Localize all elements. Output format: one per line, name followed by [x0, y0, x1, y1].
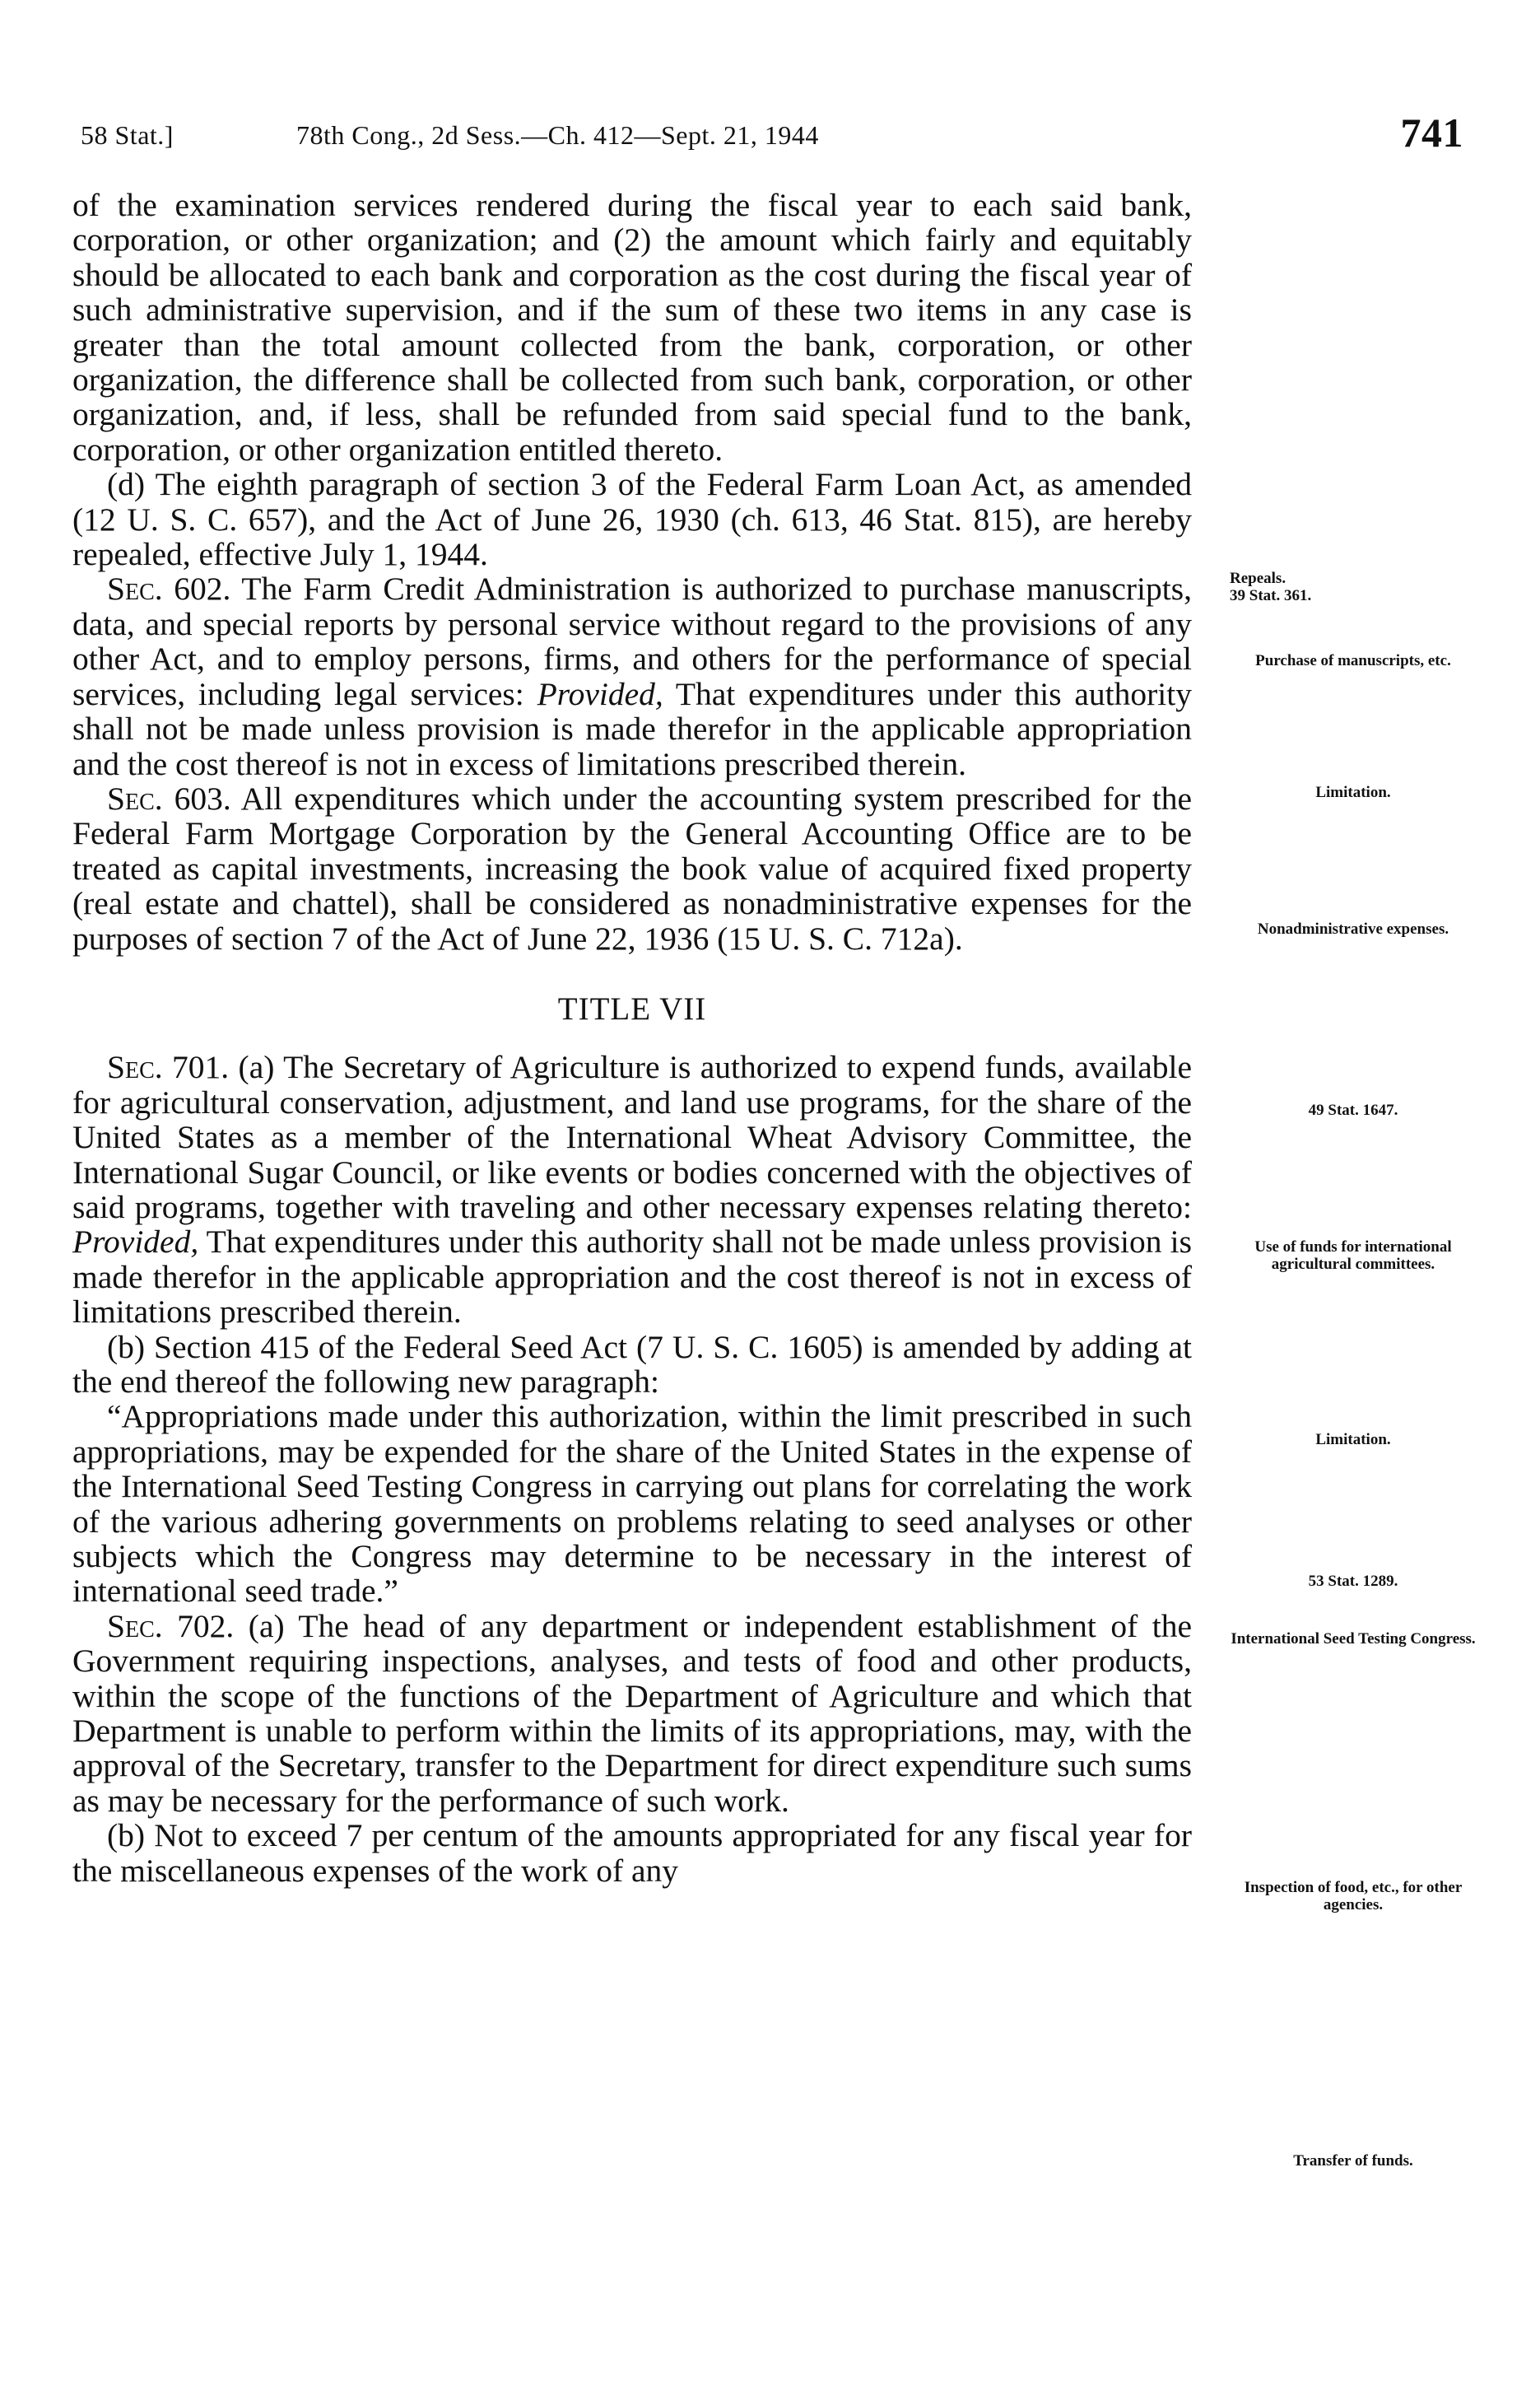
margin-note-49-stat: 49 Stat. 1647. [1308, 1102, 1398, 1119]
session-chapter-date: 78th Cong., 2d Sess.—Ch. 412—Sept. 21, 1944 [296, 120, 819, 150]
margin-note-purchase: Purchase of manuscripts, etc. [1255, 652, 1451, 669]
sec-603-text: 603. All expenditures which under the accounting system prescribed for the Federal Farm Mortgage Corporation by the General Accounting Office are to be treated as capital investments, increasing the book value of acquired fixed property (real estate and chattel), shall be considered as nonadministrative expenses for the purposes of section 7 of the Act of June 22, 1936 (15 U. S. C. 712a). [72, 780, 1192, 957]
paragraph-continuation: of the examination services rendered during the fiscal year to each said bank, corporation, or other organization; and (2) the amount which fairly and equitably should be allocated to each bank and corporation as the cost during the fiscal year of such administrative supervision, and if the sum of these two items in any case is greater than the total amount collected from the bank, corporation, or other organization, the difference shall be collected from such bank, corporation, or other organization, and, if less, shall be refunded from said special fund to the bank, corporation, or other organization entitled thereto. [72, 187, 1192, 468]
paragraph-quoted-amendment: “Appropriations made under this authorization, within the limit prescribed in such appropriations, may be expended for the share of the United States in the expense of the International Seed Testing Congress in carrying out plans for correlating the work of the various adhering governments on problems relating to seed analyses or other subjects which the Congress may determine to be necessary in the interest of international seed trade.” [72, 1398, 1192, 1610]
paragraph-sec-702a [72, 1609, 1192, 1818]
margin-note-limitation-2: Limitation. [1315, 1431, 1391, 1448]
page-header [81, 109, 1463, 166]
sec-label: Sec. [107, 1607, 163, 1644]
margin-note-use-of-funds: Use of funds for international agricultural committees. [1254, 1238, 1452, 1273]
paragraph-sec-602 [72, 571, 1192, 781]
margin-note-nonadministrative: Nonadministrative expenses. [1257, 921, 1449, 938]
paragraph-sec-603 [72, 781, 1192, 956]
margin-note-limitation-1: Limitation. [1315, 784, 1391, 801]
sec-label: Sec. [107, 1049, 163, 1086]
margin-note-repeals-citation: 39 Stat. 361. [1230, 587, 1312, 604]
margin-note-inspection: Inspection of food, etc., for other agencies. [1244, 1879, 1463, 1913]
sec-label: Sec. [107, 780, 163, 817]
paragraph-701b: (b) Section 415 of the Federal Seed Act (7 U. S. C. 1605) is amended by adding at the end thereof the following new paragraph: [72, 1328, 1192, 1400]
margin-note-transfer: Transfer of funds. [1293, 2152, 1413, 2170]
paragraph-sec-701a [72, 1050, 1192, 1329]
provided-italic: Provided, [72, 1223, 199, 1261]
main-text [72, 188, 1192, 1888]
sec-label: Sec. [107, 571, 163, 608]
sec-701a-text-a: 701. (a) The Secretary of Agriculture is authorized to expend funds, available for agricultural conservation, adjustment, and land use programs, for the share of the United States as a member of the International Wheat Advisory Committee, the International Sugar Council, or like events or bodies concerned with the objectives of said programs, together with traveling and other necessary expenses relating thereto: [72, 1049, 1192, 1225]
sec-602-text-a: 602. The Farm Credit Administration is authorized to purchase manuscripts, data, and special reports by personal service without regard to the provisions of any other Act, and to employ persons, firms, and others for the performance of special services, including legal services: [72, 571, 1192, 712]
sec-702a-text: 702. (a) The head of any department or independent establishment of the Government requiring inspections, analyses, and tests of food and other products, within the scope of the functions of the Department of Agriculture and which that Department is unable to perform within the limits of its appropriations, may, with the approval of the Secretary, transfer to the Department for direct expenditure such sums as may be necessary for the performance of such work. [72, 1607, 1192, 1819]
page-number: 741 [1400, 110, 1463, 156]
title-heading: TITLE VII [557, 990, 707, 1027]
paragraph-d-repeal: (d) The eighth paragraph of section 3 of the Federal Farm Loan Act, as amended (12 U. S. C. 657), and the Act of June 26, 1930 (ch. 613, 46 Stat. 815), are hereby repealed, effective July 1, 1944. [72, 466, 1192, 573]
paragraph-702b: (b) Not to exceed 7 per centum of the amounts appropriated for any fiscal year for the miscellaneous expenses of the work of any [72, 1817, 1192, 1889]
margin-note-repeals [1230, 570, 1477, 604]
margin-note-seed-congress: International Seed Testing Congress. [1231, 1630, 1476, 1648]
statute-volume: 58 Stat.] [81, 120, 174, 150]
margin-note-53-stat: 53 Stat. 1289. [1308, 1573, 1398, 1590]
sec-602-text-b: That expenditures under this authority shall not be made unless provision is made therefor in the applicable appropriation and the cost thereof is not in excess of limitations prescribed therein. [72, 675, 1192, 782]
provided-italic: Provided, [537, 675, 663, 712]
sec-701a-text-b: That expenditures under this authority shall not be made unless provision is made therefor in the applicable appropriation and the cost thereof is not in excess of limitations prescribed therein. [72, 1223, 1192, 1331]
margin-note-repeals-label: Repeals. [1230, 570, 1286, 587]
